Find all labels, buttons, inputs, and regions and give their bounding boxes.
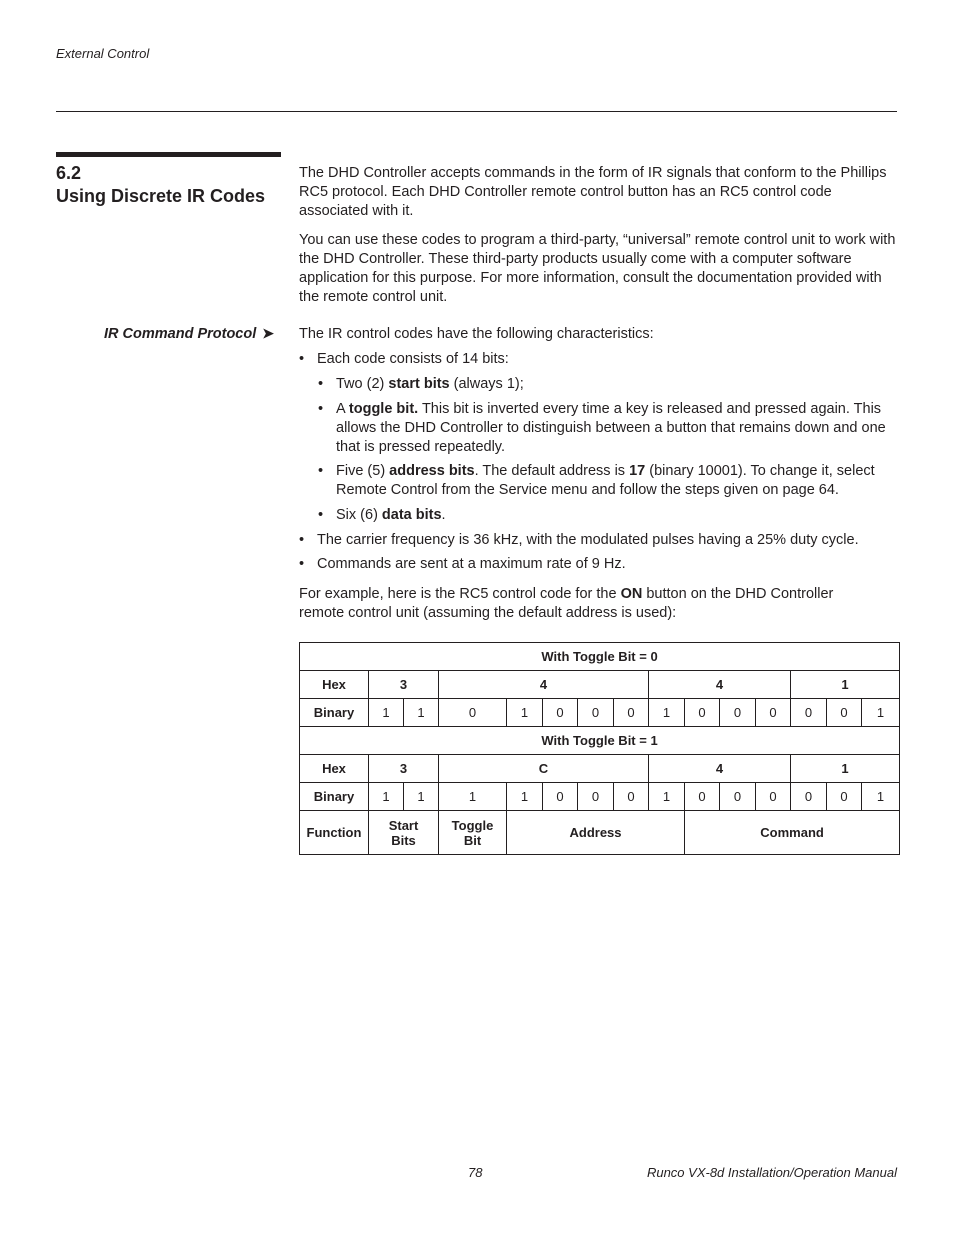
- subsection-title: IR Command Protocol: [104, 326, 257, 342]
- hex-cell: C: [439, 755, 649, 783]
- intro-text-1: The DHD Controller accepts commands in the form of IR signals that conform to the Phillips RC5 protocol. Each DHD Controller remote control button has an RC5 control code associated with it.: [299, 165, 887, 219]
- function-command: Command: [685, 811, 900, 855]
- manual-title: Runco VX-8d Installation/Operation Manual: [646, 1165, 897, 1180]
- table-row: [300, 811, 900, 855]
- text: Five (5): [336, 463, 390, 479]
- text: Bit: [463, 832, 482, 848]
- bit-cell: 1: [862, 783, 900, 811]
- section-title: Using Discrete IR Codes: [56, 186, 266, 206]
- bit-cell: 0: [791, 783, 827, 811]
- table-row: [300, 699, 900, 727]
- bold-text: toggle bit.: [348, 401, 419, 417]
- list-item: [299, 531, 899, 550]
- function-address: Address: [507, 811, 685, 855]
- bold-text: data bits: [381, 507, 442, 523]
- bullet-icon: •: [318, 507, 324, 523]
- text: Toggle: [451, 817, 494, 833]
- bit-cell: 1: [649, 699, 685, 727]
- bit-cell: 0: [543, 783, 578, 811]
- bit-cell: 1: [507, 783, 543, 811]
- bit-cell: 1: [439, 783, 507, 811]
- bit-cell: 0: [827, 783, 862, 811]
- bit-cell: 1: [404, 783, 439, 811]
- bold-text: start bits: [388, 376, 450, 392]
- bit-cell: 0: [685, 783, 720, 811]
- toggle1-title: With Toggle Bit = 1: [300, 727, 900, 755]
- sub-list-item-toggle-bit: [318, 400, 898, 457]
- bold-text: address bits: [389, 463, 475, 479]
- text: (always 1);: [449, 376, 524, 392]
- rc5-code-table: [299, 642, 900, 855]
- list-item-text: The carrier frequency is 36 kHz, with the modulated pulses having a 25% duty cycle.: [317, 532, 859, 548]
- toggle0-title: With Toggle Bit = 0: [300, 643, 900, 671]
- running-header: External Control: [56, 46, 150, 61]
- page-number: 78: [468, 1165, 483, 1180]
- row-label: Binary: [300, 699, 369, 727]
- hex-cell: 4: [649, 755, 791, 783]
- bold-text: ON: [620, 586, 643, 602]
- bit-cell: 0: [791, 699, 827, 727]
- bullet-icon: •: [318, 463, 324, 479]
- intro-paragraph-2: [299, 231, 899, 307]
- hex-cell: 3: [369, 755, 439, 783]
- bit-cell: 0: [720, 699, 756, 727]
- section-bar: [56, 152, 281, 157]
- row-label: Function: [300, 811, 369, 855]
- list-item-text: Each code consists of 14 bits:: [317, 351, 509, 367]
- function-toggle-bit: [439, 811, 507, 855]
- text: For example, here is the RC5 control code for the: [299, 586, 621, 602]
- bit-cell: 0: [827, 699, 862, 727]
- bullet-icon: •: [299, 556, 305, 572]
- function-start-bits: [369, 811, 439, 855]
- example-paragraph: [299, 585, 874, 623]
- row-label: Hex: [300, 755, 369, 783]
- list-item-text: Commands are sent at a maximum rate of 9 Hz.: [317, 556, 626, 572]
- sub-list-item-data-bits: [318, 506, 896, 525]
- arrow-icon: ➤: [262, 325, 274, 341]
- table-row: [300, 671, 900, 699]
- bold-text: 17: [629, 463, 646, 479]
- subsection-heading: [56, 325, 274, 342]
- bit-cell: 0: [543, 699, 578, 727]
- text: Bits: [391, 832, 416, 848]
- hex-cell: 3: [369, 671, 439, 699]
- row-label: Binary: [300, 783, 369, 811]
- text: Start: [388, 817, 419, 833]
- sub-list-item-address-bits: [318, 462, 898, 500]
- bullet-icon: •: [318, 376, 324, 392]
- text: button on the DHD Controller remote control unit (assuming the default address is used):: [299, 586, 834, 621]
- bit-cell: 0: [756, 699, 791, 727]
- hex-cell: 1: [791, 755, 900, 783]
- bit-cell: 1: [649, 783, 685, 811]
- bit-cell: 0: [685, 699, 720, 727]
- table-row: [300, 727, 900, 755]
- bit-cell: 0: [578, 699, 614, 727]
- bullet-icon: •: [299, 532, 305, 548]
- bit-cell: 1: [369, 699, 404, 727]
- bit-cell: 1: [862, 699, 900, 727]
- text: This bit is inverted every time a key is released and pressed again. This allows the DHD Controller to distinguish between a button that remains down and one that is pressed repeatedly.: [336, 401, 886, 455]
- protocol-lead-text: The IR control codes have the following characteristics:: [299, 326, 654, 342]
- bit-cell: 0: [614, 699, 649, 727]
- text: A: [336, 401, 349, 417]
- table-row: [300, 755, 900, 783]
- sub-list-item-start-bits: [318, 375, 896, 394]
- text: . The default address is: [474, 463, 630, 479]
- bullet-icon: •: [318, 401, 324, 417]
- bullet-icon: •: [299, 351, 305, 367]
- table-row: [300, 783, 900, 811]
- bit-cell: 0: [578, 783, 614, 811]
- text: .: [441, 507, 446, 523]
- hex-cell: 4: [649, 671, 791, 699]
- text: Two (2): [336, 376, 389, 392]
- intro-text-2: You can use these codes to program a third-party, “universal” remote control unit to work with the DHD Controller. These third-party products usually come with a computer software application for this purpose. For more information, consult the documentation provided with the remote control unit.: [299, 232, 896, 305]
- hex-cell: 1: [791, 671, 900, 699]
- intro-paragraph-1: [299, 164, 899, 221]
- text: Six (6): [336, 507, 382, 523]
- header-rule: [56, 111, 897, 112]
- bit-cell: 0: [756, 783, 791, 811]
- bit-cell: 0: [439, 699, 507, 727]
- bit-cell: 1: [369, 783, 404, 811]
- row-label: Hex: [300, 671, 369, 699]
- bit-cell: 0: [614, 783, 649, 811]
- list-item: [299, 555, 897, 574]
- protocol-lead: [299, 325, 899, 344]
- table-row: [300, 643, 900, 671]
- hex-cell: 4: [439, 671, 649, 699]
- bit-cell: 1: [507, 699, 543, 727]
- list-item: [299, 350, 897, 369]
- bit-cell: 0: [720, 783, 756, 811]
- text: (binary 10001). To change it, select Remote Control from the Service menu and follow the steps given on page 64.: [336, 463, 875, 498]
- section-number: 6.2: [56, 163, 82, 183]
- bit-cell: 1: [404, 699, 439, 727]
